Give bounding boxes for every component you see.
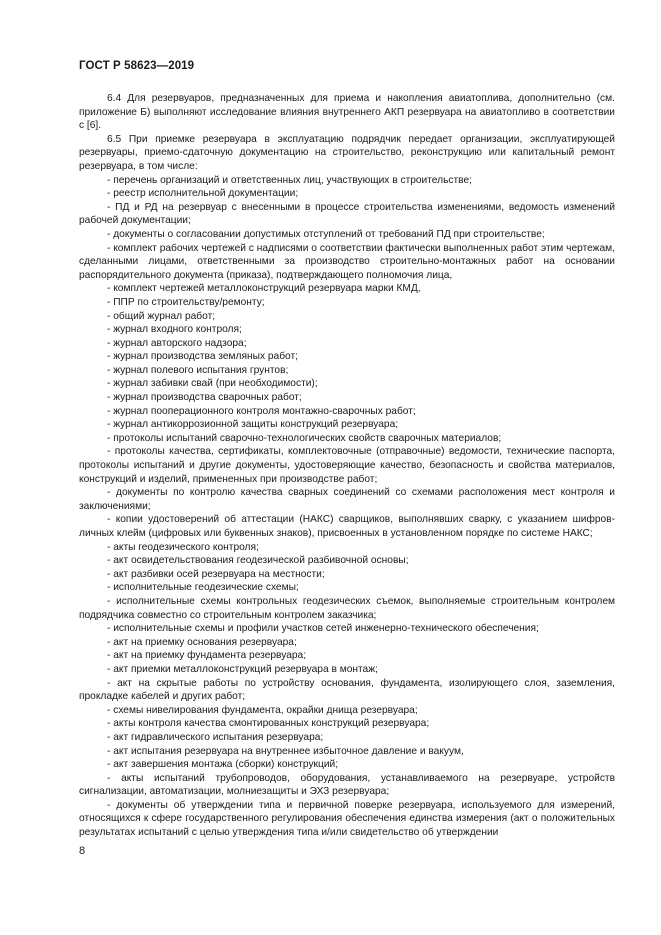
- list-item: - перечень организаций и ответственных лиц, участвующих в строительстве;: [107, 174, 472, 186]
- list-item: - исполнительные геодезические схемы;: [107, 582, 299, 594]
- list-item: - акты контроля качества смонтированных конструкций резервуара;: [107, 718, 430, 730]
- document-body: [79, 92, 615, 840]
- list-item: - акт на скрытые работы по устройству основания, фундамента, изолирующего слоя, заземления, прокладке кабелей и других работ;: [79, 677, 615, 703]
- document-list: [79, 174, 615, 840]
- list-item: - журнал пооперационного контроля монтажно-сварочных работ;: [107, 405, 416, 417]
- list-item: - протоколы испытаний сварочно-технологических свойств сварочных материалов;: [107, 432, 502, 444]
- list-item: - акт разбивки осей резервуара на местности;: [107, 568, 325, 580]
- list-item: - акт на приемку основания резервуара;: [107, 636, 297, 648]
- list-item: - комплект рабочих чертежей с надписями о соответствии фактически выполненных работ этим чертежам, сделанными лицами, ответственными за производство строительно-монтажных работ на основании распорядительного документа (приказа), подтверждающего полномочия лица,: [79, 242, 615, 281]
- list-item: - протоколы качества, сертификаты, комплектовочные (отправочные) ведомости, технические паспорта, протоколы испытаний и другие документы, удостоверяющие качество, безопасность и свойства материалов, конструкций и изделий, примененных при производстве работ;: [79, 446, 615, 485]
- list-item: - схемы нивелирования фундамента, окрайки днища резервуара;: [107, 704, 418, 716]
- list-item: - акт испытания резервуара на внутреннее избыточное давление и вакуум,: [107, 745, 464, 757]
- list-item: - акт приемки металлоконструкций резервуара в монтаж;: [107, 663, 378, 675]
- list-item: - акт освидетельствования геодезической разбивочной основы;: [107, 555, 409, 567]
- list-item: - акт гидравлического испытания резервуара;: [107, 731, 324, 743]
- list-item: - документы по контролю качества сварных соединений со схемами расположения мест контроля и заключениями;: [79, 487, 615, 512]
- list-item: - журнал полевого испытания грунтов;: [107, 364, 289, 376]
- list-item: - исполнительные схемы и профили участков сетей инженерно-технического обеспечения;: [107, 623, 539, 635]
- list-item: - журнал производства сварочных работ;: [107, 392, 302, 404]
- list-item: - журнал авторского надзора;: [107, 337, 247, 349]
- list-item: - документы об утверждении типа и первичной поверке резервуара, используемого для измерений, относящихся к сфере государственного регулирования обеспечения единства измерения (акт о положительных результатах испытаний с целью утверждения типа и/или свидетельство об утверждении: [79, 799, 615, 839]
- list-item: - ПД и РД на резервуар с внесенными в процессе строительства изменениями, ведомость изменений рабочей документации;: [79, 201, 615, 227]
- paragraph-6-5: 6.5 При приемке резервуара в эксплуатацию подрядчик передает организации, эксплуатирующей резервуары, приемо-сдаточную документацию на строительство, реконструкцию или капитальный ремонт резервуара, в том числе:: [79, 133, 615, 172]
- list-item: - журнал забивки свай (при необходимости);: [107, 378, 318, 390]
- list-item: - копии удостоверений об аттестации (НАКС) сварщиков, выполнявших сварку, с указанием шифров-личных клейм (цифровых или буквенных знаков), присвоенных в установленном порядке по системе НАКС;: [79, 514, 615, 539]
- list-item: - акт на приемку фундамента резервуара;: [107, 650, 307, 662]
- list-item: - ППР по строительству/ремонту;: [107, 296, 265, 308]
- standard-header: ГОСТ Р 58623—2019: [79, 60, 195, 72]
- paragraph-6-4: 6.4 Для резервуаров, предназначенных для приема и накопления авиатоплива, дополнительно (см. приложение Б) выполняют исследование влияния внутреннего АКП резервуара на авиатопливо в соответствии с [6].: [79, 93, 615, 132]
- list-item: - журнал антикоррозионной защиты конструкций резервуара;: [107, 419, 399, 431]
- list-item: - акт завершения монтажа (сборки) конструкций;: [107, 759, 339, 771]
- list-item: - журнал производства земляных работ;: [107, 351, 298, 363]
- page-number: 8: [79, 845, 86, 857]
- list-item: - акты испытаний трубопроводов, оборудования, устанавливаемого на резервуаре, устройств сигнализации, автоматизации, молниезащиты и ЭХЗ резервуара;: [79, 772, 615, 798]
- list-item: - документы о согласовании допустимых отступлений от требований ПД при строительстве;: [107, 228, 545, 240]
- list-item: - комплект чертежей металлоконструкций резервуара марки КМД,: [107, 283, 421, 295]
- list-item: - общий журнал работ;: [107, 310, 216, 322]
- list-item: - реестр исполнительной документации;: [107, 188, 299, 200]
- list-item: - исполнительные схемы контрольных геодезических съемок, выполняемые строительным контролем подрядчика совместно со строительным контролем заказчика;: [79, 595, 615, 621]
- list-item: - акты геодезического контроля;: [107, 541, 259, 553]
- list-item: - журнал входного контроля;: [107, 324, 242, 336]
